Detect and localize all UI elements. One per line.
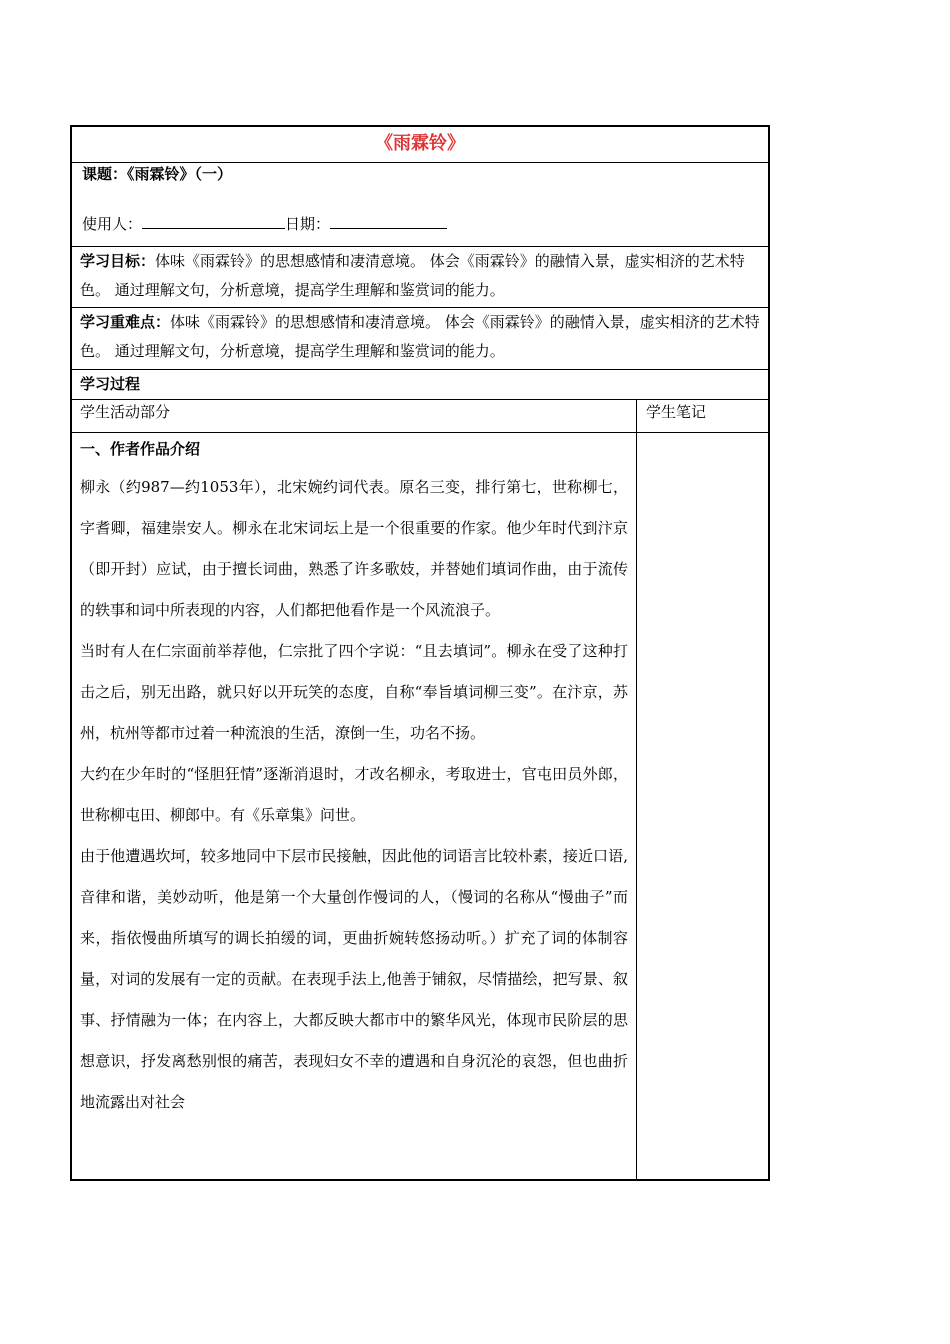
key-points-row: [72, 308, 768, 370]
user-date-line: [82, 213, 758, 235]
section-heading: 一、作者作品介绍: [80, 440, 201, 458]
topic-heading: 课题：《雨霖铃》（一）: [82, 165, 233, 183]
paragraph: 柳永（约987—约1053年），北宋婉约词代表。原名三变，排行第七，世称柳七，字耆卿，福建崇安人。柳永在北宋词坛上是一个很重要的作家。他少年时代到汴京（即开封）应试，由于擅长词曲，熟悉了许多歌妓，并替她们填词作曲，由于流传的轶事和词中所表现的内容，人们都把他看作是一个风流浪子。: [80, 478, 628, 619]
goal-text: 体味《雨霖铃》的思想感情和凄清意境。 体会《雨霖铃》的融情入景，虚实相济的艺术特色。 通过理解文句，分析意境，提高学生理解和鉴赏词的能力。: [80, 252, 745, 299]
activity-content: [80, 433, 628, 1123]
column-header-row: [72, 400, 768, 433]
paragraph: 由于他遭遇坎坷，较多地同中下层市民接触，因此他的词语言比较朴素，接近口语,音律和谐，美妙动听，他是第一个大量创作慢词的人，（慢词的名称从“慢曲子”而来，指依慢曲所填写的调长拍缓的词，更曲折婉转悠扬动听。）扩充了词的体制容量，对词的发展有一定的贡献。在表现手法上,他善于铺叙，尽情描绘，把写景、叙事、抒情融为一体；在内容上，大都反映大都市中的繁华风光，体现市民阶层的思想意识，抒发离愁别恨的痛苦，表现妇女不幸的遭遇和自身沉沦的哀怨，但也曲折地流露出对社会: [80, 847, 628, 1111]
title-row: [72, 127, 768, 163]
learning-goal-row: [72, 247, 768, 308]
activity-column-header: 学生活动部分: [80, 403, 171, 421]
date-label: 日期：: [285, 215, 331, 233]
topic-row: [72, 163, 768, 247]
user-blank: [142, 214, 285, 229]
process-heading: 学习过程: [80, 375, 141, 393]
column-divider: [636, 400, 637, 1179]
process-row: [72, 370, 768, 400]
user-label: 使用人：: [82, 215, 143, 233]
lesson-sheet-table: [70, 125, 770, 1181]
notes-column-header: 学生笔记: [646, 403, 707, 421]
paragraph: 当时有人在仁宗面前举荐他，仁宗批了四个字说：“且去填词”。柳永在受了这种打击之后，别无出路，就只好以开玩笑的态度，自称“奉旨填词柳三变”。在汴京，苏州，杭州等都市过着一种流浪的生活，潦倒一生，功名不扬。: [80, 642, 628, 742]
goal-label: 学习目标：: [80, 252, 156, 270]
date-blank: [330, 214, 447, 229]
paragraph: 大约在少年时的“怪胆狂情”逐渐消退时，才改名柳永，考取进士，官屯田员外郎，世称柳屯田、柳郎中。有《乐章集》问世。: [80, 765, 628, 824]
key-points-label: 学习重难点：: [80, 313, 171, 331]
document-title: 《雨霖铃》: [375, 133, 465, 154]
key-points-text: 体味《雨霖铃》的思想感情和凄清意境。 体会《雨霖铃》的融情入景，虚实相济的艺术特色。 通过理解文句，分析意境，提高学生理解和鉴赏词的能力。: [80, 313, 760, 360]
